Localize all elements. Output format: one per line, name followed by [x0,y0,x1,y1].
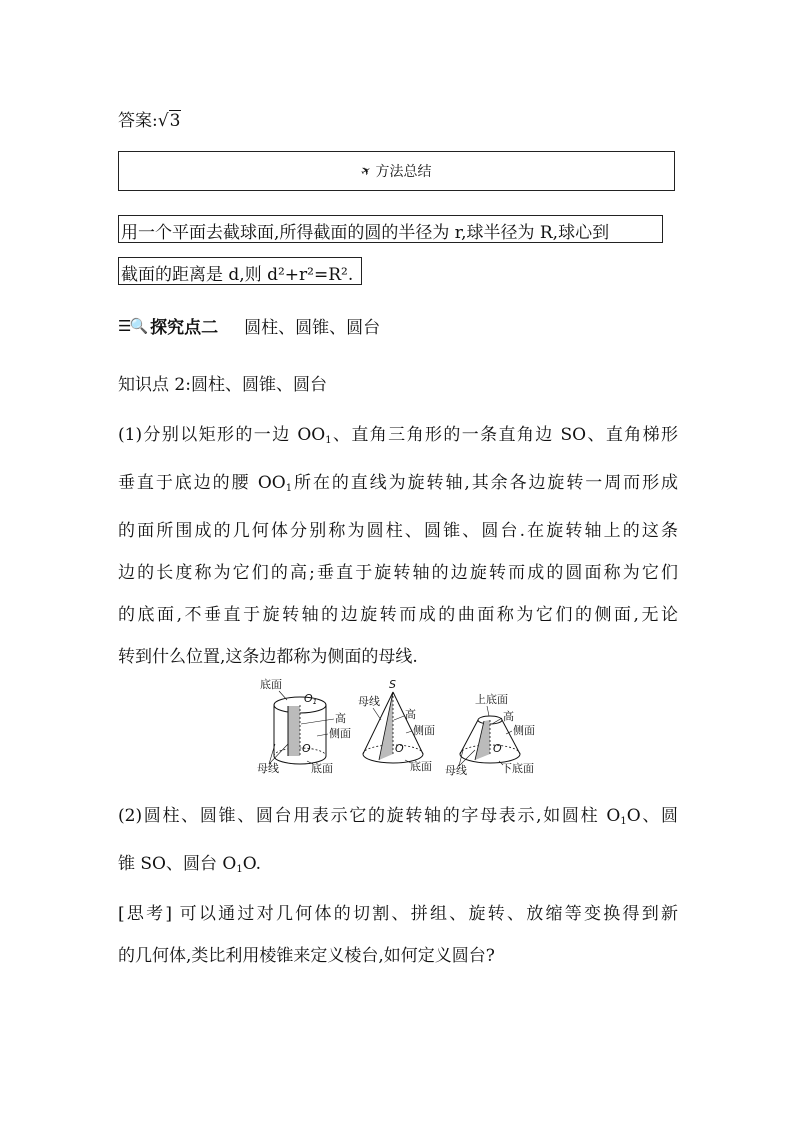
solids-figure [255,678,545,778]
cylinder-o-label: O [302,742,311,755]
cone-side-label: 侧面 [413,724,435,737]
explore-topic: 圆柱、圆锥、圆台 [244,318,381,338]
frustum-height-label: 高 [503,710,514,723]
cylinder-o1-label: O1 [304,692,318,706]
radical-sign: √ [157,111,169,131]
frustum-o-label: O [493,742,502,755]
para1-line-3: 的面所围成的几何体分别称为圆柱、圆锥、圆台.在旋转轴上的这条 [118,521,678,541]
frustum-generatrix-label: 母线 [445,764,467,777]
pin-icon: ✈ [358,162,375,180]
cone-s-label: S [389,678,396,691]
cylinder-height-label: 高 [335,712,346,725]
magnifier-icon: ☰🔍 [118,316,147,335]
cylinder-base-label: 底面 [311,762,333,775]
cone-base-label: 底面 [410,760,432,773]
cone-generatrix-label: 母线 [358,695,380,708]
frustum-diagram [445,692,535,777]
summary-line-1: 用一个平面去截球面,所得截面的圆的半径为 r,球半径为 R,球心到 [118,215,663,243]
think-paragraph [118,893,678,977]
cylinder-diagram [257,678,351,775]
summary-line-2: 截面的距离是 d,则 d²+r²=R². [118,257,362,285]
para1-line-4: 边的长度称为它们的高;垂直于旋转轴的边旋转而成的圆面称为它们 [118,563,678,583]
cylinder-generatrix-label: 母线 [257,762,279,775]
para1-line-5: 的底面,不垂直于旋转轴的边旋转而成的曲面称为它们的侧面,无论 [118,605,678,625]
para1-line-2: 垂直于底边的腰 $OO_1$所在的直线为旋转轴,其余各边旋转一周而形成 [118,473,679,494]
cone-o-label: O [395,742,404,755]
explore-label: 探究点二 [150,318,219,338]
method-summary-title: 方法总结 [375,164,432,180]
cylinder-side-label: 侧面 [329,727,351,740]
para2-line-1: (2)圆柱、圆锥、圆台用表示它的旋转轴的字母表示,如圆柱 $O_1O$、圆 [118,806,679,827]
method-summary-box [118,151,675,191]
think-line-1: [思考] 可以通过对几何体的切割、拼组、旋转、放缩等变换得到新 [118,904,678,924]
explore-heading [118,313,380,338]
paragraph-1 [118,414,678,678]
radicand: 3 [169,111,181,131]
paragraph-2 [118,795,678,891]
para2-line-2: 锥 SO、圆台 $O_1O$. [118,854,262,875]
para1-line-6: 转到什么位置,这条边都称为侧面的母线. [118,647,418,667]
frustum-side-label: 侧面 [513,724,535,737]
think-line-2: 的几何体,类比利用棱锥来定义棱台,如何定义圆台? [118,946,495,966]
cylinder-top-base-label: 底面 [260,678,282,691]
cone-diagram [358,678,435,773]
knowledge-title: 知识点 2:圆柱、圆锥、圆台 [118,375,327,395]
answer-label: 答案: [118,111,158,131]
frustum-top-base-label: 上底面 [475,693,508,706]
frustum-bottom-base-label: 下底面 [501,762,534,775]
cone-height-label: 高 [405,708,416,721]
sqrt-expression [158,111,182,131]
answer-line [118,106,181,131]
para1-line-1: (1)分别以矩形的一边 $OO_1$、直角三角形的一条直角边 SO、直角梯形 [118,425,678,446]
